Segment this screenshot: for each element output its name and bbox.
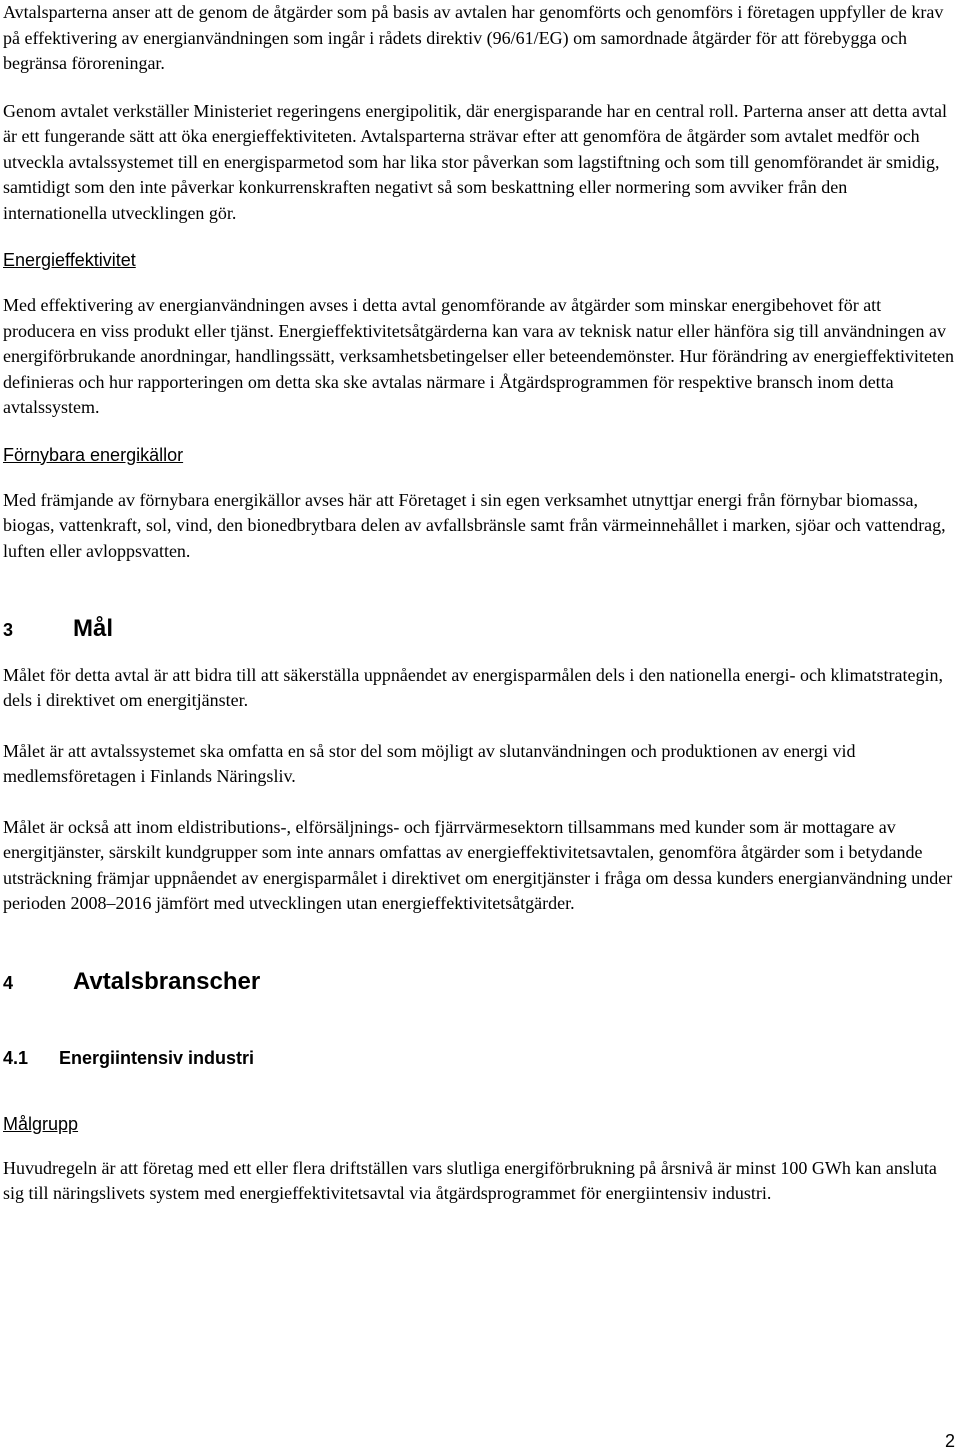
section-heading-mal	[3, 616, 955, 644]
paragraph-malgrupp: Huvudregeln är att företag med ett eller flera driftställen vars slutliga energiförbrukning på årsnivå är minst 100 GWh kan ansluta sig till näringslivets system med energieffektivitetsavtal via åtgärdsprogrammet för energiintensiv industri.	[3, 1157, 937, 1203]
paragraph-energy-policy: Genom avtalet verkställer Ministeriet regeringens energipolitik, där energisparande har en central roll. Parterna anser att detta avtal är ett fungerande sätt att öka energieffektiviteten. Avtalsparterna strävar efter att genomföra de åtgärder som avtalet medför och utveckla avtalssystemet till en energisparmetod som har lika stor påverkan som lagstiftning och som till genomförandet är smidig, samtidigt som den inte påverkar konkurrenskraften negativt så som beskattning eller normering som avviker från den internationella utvecklingen gör.	[3, 100, 947, 223]
section-number: 4	[3, 972, 14, 993]
paragraph-mal-1: Målet för detta avtal är att bidra till att säkerställa uppnåendet av energisparmålen dels i den nationella energi- och klimatstrategin, dels i direktivet om energitjänster.	[3, 664, 943, 710]
subheading-energieffektivitet: Energieffektivitet	[3, 250, 136, 270]
document-page	[3, 0, 955, 1207]
section-heading-avtalsbranscher	[3, 969, 955, 997]
section-title: Avtalsbranscher	[73, 967, 261, 995]
paragraph-energieffektivitet: Med effektivering av energianvändningen avses i detta avtal genomförande av åtgärder som minskar energibehovet för att producera en viss produkt eller tjänst. Energieffektivitetsåtgärderna kan vara av teknisk natur eller hänföra sig till användningen av energiförbrukande anordningar, handlingssätt, verksamhetsbetingelser eller beteendemönster. Hur förändring av energieffektiviteten definieras och hur rapporteringen om detta ska ske avtalas närmare i Åtgärdsprogrammen för respektive bransch inom detta avtalssystem.	[3, 295, 954, 417]
section-number: 3	[3, 620, 14, 640]
paragraph-mal-2: Målet är att avtalssystemet ska omfatta en så stor del som möjligt av slutanvändningen och produktionen av energi vid medlemsföretagen i Finlands Näringsliv.	[3, 740, 856, 786]
subheading-fornybara: Förnybara energikällor	[3, 444, 184, 465]
subsection-heading-energiintensiv	[3, 1046, 955, 1072]
page-number: 2	[944, 1431, 955, 1451]
subheading-malgrupp: Målgrupp	[3, 1113, 79, 1134]
paragraph-directive: Avtalsparterna anser att de genom de åtgärder som på basis av avtalen har genomförts och genomförs i företagen uppfyller de krav på effektivering av energianvändningen som ingår i rådets direktiv (96/61/EG) om samordnade åtgärder för att förebygga och begränsa föroreningar.	[3, 2, 944, 73]
paragraph-fornybara: Med främjande av förnybara energikällor avses här att Företaget i sin egen verksamhet utnyttjar energi från förnybar biomassa, biogas, vattenkraft, sol, vind, den bionedbrytbara delen av avfallsbränsle samt från värmeinnehållet i marken, sjöar och vattendrag, luften eller avloppsvatten.	[3, 489, 946, 561]
subsection-title: Energiintensiv industri	[59, 1048, 255, 1068]
section-title: Mål	[73, 615, 114, 642]
subsection-number: 4.1	[3, 1048, 29, 1068]
paragraph-mal-3: Målet är också att inom eldistributions-, elförsäljnings- och fjärrvärmesektorn tillsammans med kunder som är mottagare av energitjänster, särskilt kundgrupper som inte annars omfattas av energieffektivitetsavtalen, genomföra åtgärder som i betydande utsträckning främjar uppnåendet av energisparmålet i direktivet om energitjänster i fråga om dessa kunders energianvändning under perioden 2008–2016 jämfört med utvecklingen utan energieffektivitetsåtgärder.	[3, 816, 953, 913]
